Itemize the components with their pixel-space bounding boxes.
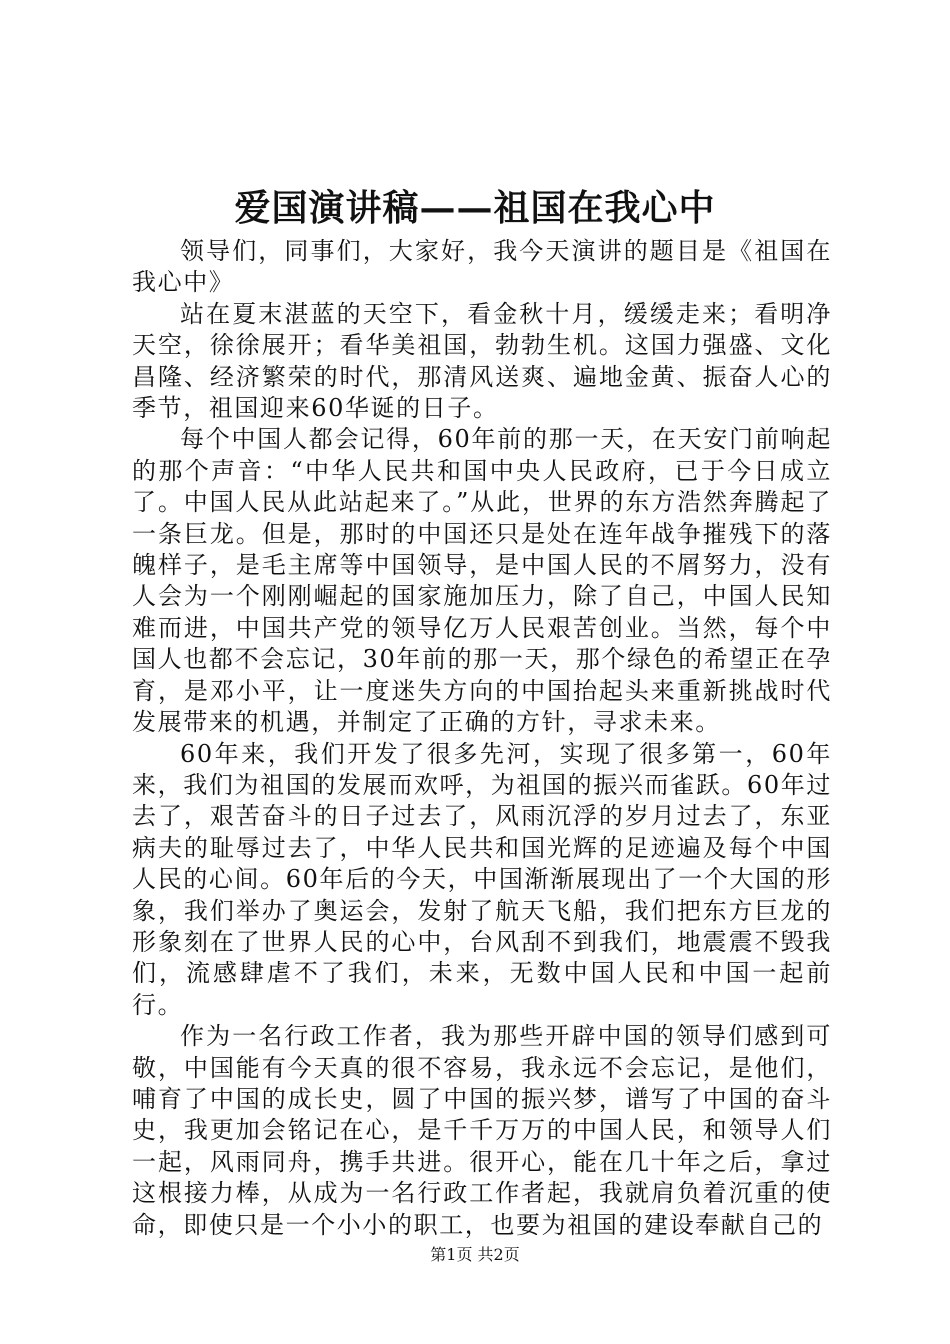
document-body: [132, 236, 832, 1241]
paragraph-greeting: 领导们，同事们，大家好，我今天演讲的题目是《祖国在我心中》: [132, 237, 832, 297]
paragraph-history: 每个中国人都会记得，60年前的那一天，在天安门前响起的那个声音：“中华人民共和国中央人民政府，已于今日成立了。中国人民从此站起来了。”从此，世界的东方浩然奔腾起了一条巨龙。但是，那时的中国还只是处在连年战争摧残下的落魄样子，是毛主席等中国领导，是中国人民的不屑努力，没有人会为一个刚刚崛起的国家施加压力，除了自己，中国人民知难而进，中国共产党的领导亿万人民艰苦创业。当然，每个中国人也都不会忘记，30年前的那一天，那个绿色的希望正在孕育，是邓小平，让一度迷失方向的中国抬起头来重新挑战时代发展带来的机遇，并制定了正确的方针，寻求未来。: [132, 425, 832, 737]
paragraph-autumn: 站在夏末湛蓝的天空下，看金秋十月，缓缓走来；看明净天空，徐徐展开；看华美祖国，勃勃生机。这国力强盛、文化昌隆、经济繁荣的时代，那清风送爽、遍地金黄、振奋人心的季节，祖国迎来60华诞的日子。: [132, 299, 832, 423]
paragraph-administrator: 作为一名行政工作者，我为那些开辟中国的领导们感到可敬，中国能有今天真的很不容易，我永远不会忘记，是他们，哺育了中国的成长史，圆了中国的振兴梦，谱写了中国的奋斗史，我更加会铭记在心，是千千万万的中国人民，和领导人们一起，风雨同舟，携手共进。很开心，能在几十年之后，拿过这根接力棒，从成为一名行政工作者起，我就肩负着沉重的使命，即使只是一个小小的职工，也要为祖国的建设奉献自己的: [132, 1022, 832, 1239]
paragraph-sixty-years: 60年来，我们开发了很多先河，实现了很多第一，60年来，我们为祖国的发展而欢呼，为祖国的振兴而雀跃。60年过去了，艰苦奋斗的日子过去了，风雨沉浮的岁月过去了，东亚病夫的耻辱过去了，中华人民共和国光辉的足迹遍及每个中国人民的心间。60年后的今天，中国渐渐展现出了一个大国的形象，我们举办了奥运会，发射了航天飞船，我们把东方巨龙的形象刻在了世界人民的心中，台风刮不到我们，地震震不毁我们，流感肆虐不了我们，未来，无数中国人民和中国一起前行。: [132, 739, 832, 1019]
page-footer: 第1页 共2页: [430, 1245, 520, 1264]
document-title: 爱国演讲稿——祖国在我心中: [234, 187, 716, 229]
